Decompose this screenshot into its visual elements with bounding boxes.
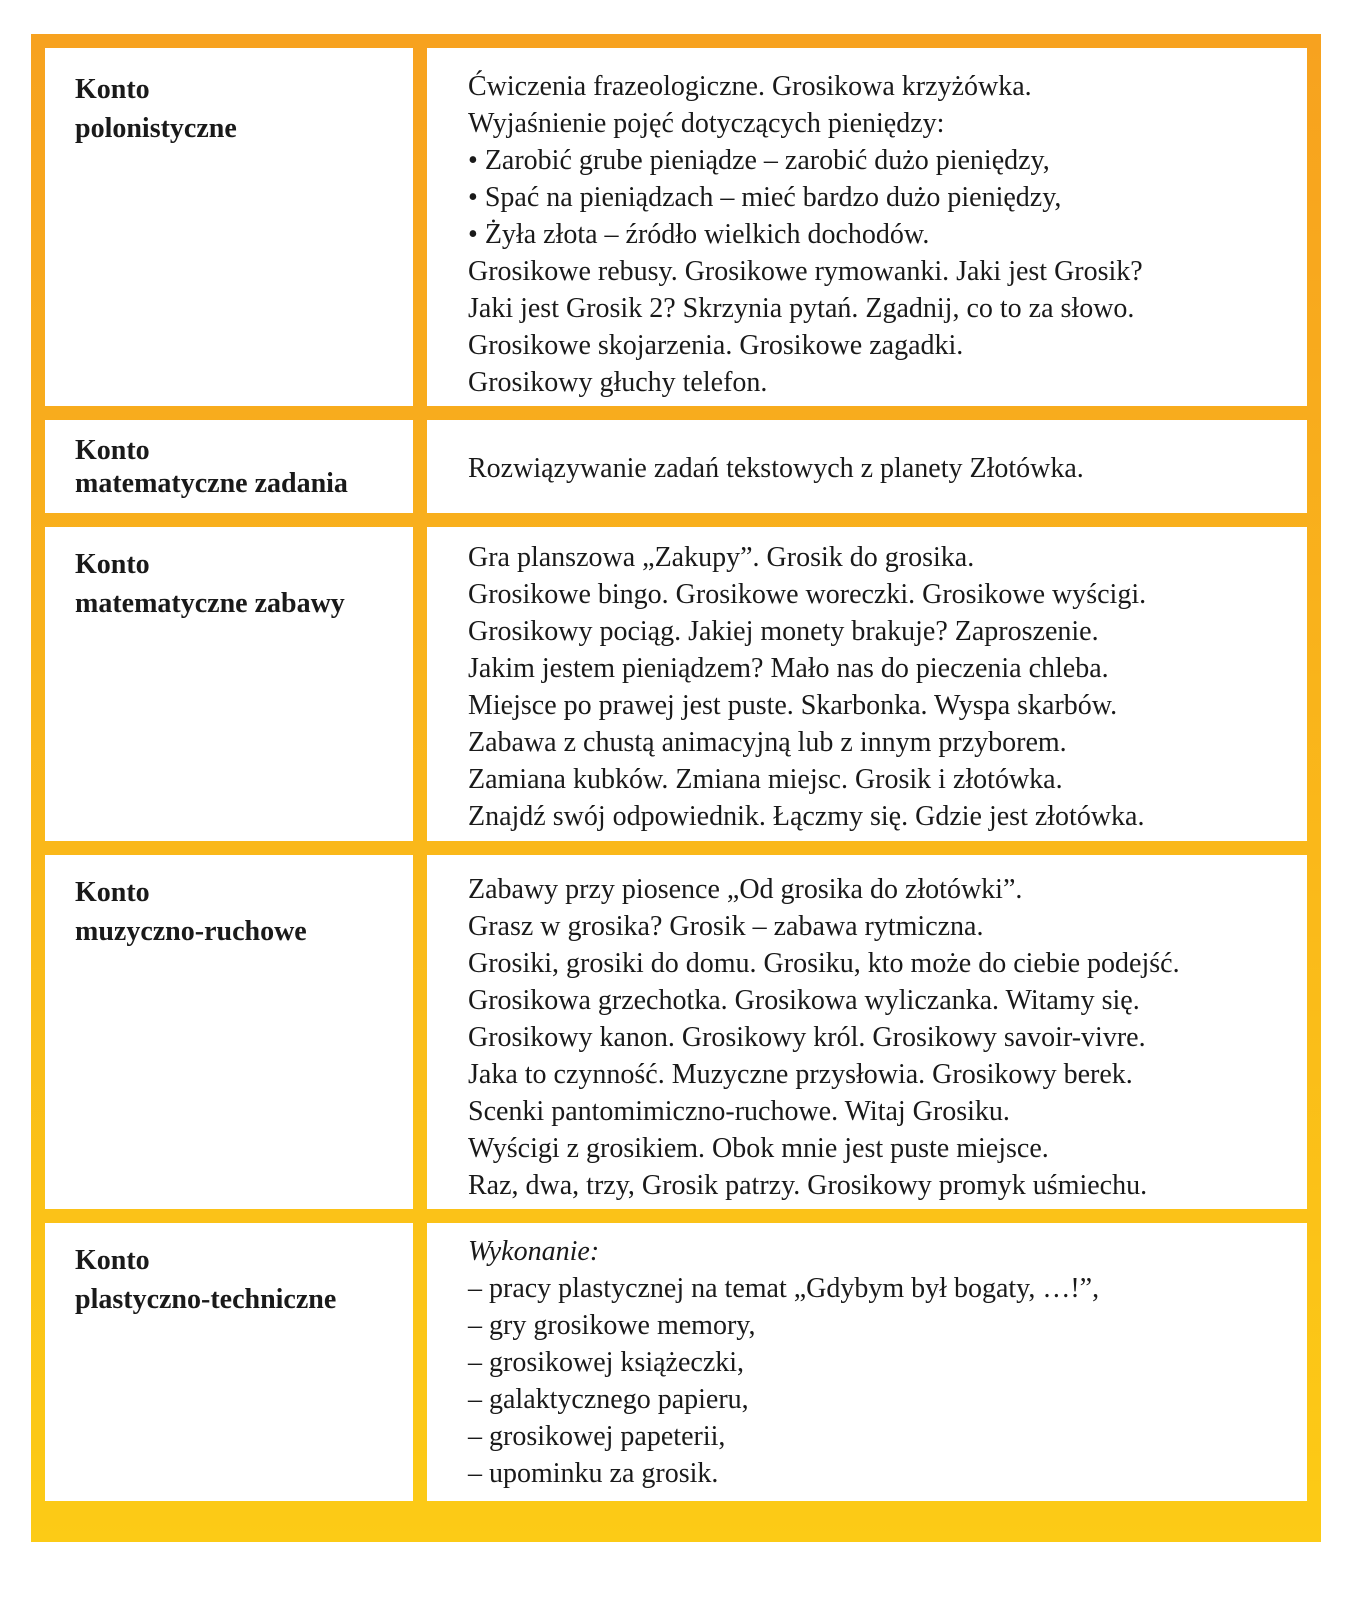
- activity-line: Ćwiczenia frazeologiczne. Grosikowa krzyżówka.: [468, 71, 1032, 102]
- activity-line: Grosiki, grosiki do domu. Grosiku, kto może do ciebie podejść.: [468, 948, 1180, 979]
- bullet-item: • Zarobić grube pieniądze – zarobić dużo pieniędzy,: [468, 142, 1307, 179]
- account-label-line: matematyczne zadania: [75, 468, 348, 499]
- activity-heading: Wykonanie:: [468, 1236, 600, 1267]
- account-label-line: Konto: [75, 877, 150, 908]
- bullet-item: • Żyła złota – źródło wielkich dochodów.: [468, 216, 1307, 253]
- activity-line: Grosikowy głuchy telefon.: [468, 367, 768, 398]
- activity-line: Grosikowy kanon. Grosikowy król. Grosikowy savoir-vivre.: [468, 1022, 1146, 1053]
- activities-cell: [427, 855, 1307, 1209]
- activities-cell: [427, 527, 1307, 841]
- account-label-cell: [45, 1223, 413, 1501]
- activity-line: – grosikowej papeterii,: [468, 1421, 726, 1452]
- table-row: [45, 527, 1307, 841]
- activity-line: Grasz w grosika? Grosik – zabawa rytmiczna.: [468, 911, 984, 942]
- activity-line: Grosikowy pociąg. Jakiej monety brakuje? Zaproszenie.: [468, 616, 1099, 647]
- activity-line: Grosikowe rebusy. Grosikowe rymowanki. Jaki jest Grosik?: [468, 256, 1143, 287]
- account-label-line: Konto: [75, 549, 150, 580]
- activity-line: Zamiana kubków. Zmiana miejsc. Grosik i złotówka.: [468, 764, 1063, 795]
- activity-line: Znajdź swój odpowiednik. Łączmy się. Gdzie jest złotówka.: [468, 801, 1145, 832]
- account-label-line: muzyczno-ruchowe: [75, 916, 307, 947]
- activity-line: Wyjaśnienie pojęć dotyczących pieniędzy:: [468, 108, 945, 139]
- activity-line: Gra planszowa „Zakupy”. Grosik do grosika.: [468, 542, 975, 573]
- activities-cell: [427, 420, 1307, 513]
- account-label-line: Konto: [75, 74, 150, 105]
- activity-line: – galaktycznego papieru,: [468, 1384, 749, 1415]
- activity-line: – upominku za grosik.: [468, 1458, 719, 1489]
- activity-line: Jaki jest Grosik 2? Skrzynia pytań. Zgadnij, co to za słowo.: [468, 293, 1135, 324]
- activity-line: Jaka to czynność. Muzyczne przysłowia. Grosikowy berek.: [468, 1059, 1133, 1090]
- account-label-cell: [45, 527, 413, 841]
- table-row: [45, 48, 1307, 406]
- account-label-cell: [45, 48, 413, 406]
- activities-cell: [427, 1223, 1307, 1501]
- account-label-cell: [45, 420, 413, 513]
- account-label-line: matematyczne zabawy: [75, 588, 345, 619]
- table-row: [45, 420, 1307, 513]
- activity-line: Jakim jestem pieniądzem? Mało nas do pieczenia chleba.: [468, 653, 1109, 684]
- table-row: [45, 1223, 1307, 1501]
- table-row: [45, 855, 1307, 1209]
- activity-line: Miejsce po prawej jest puste. Skarbonka. Wyspa skarbów.: [468, 690, 1118, 721]
- activity-line: – pracy plastycznej na temat „Gdybym był bogaty, …!”,: [468, 1273, 1100, 1304]
- activity-line: Scenki pantomimiczno-ruchowe. Witaj Grosiku.: [468, 1096, 1010, 1127]
- activity-line: Zabawy przy piosence „Od grosika do złotówki”.: [468, 874, 1023, 905]
- activity-line: – gry grosikowe memory,: [468, 1310, 756, 1341]
- account-label-line: polonistyczne: [75, 113, 237, 144]
- activities-cell: [427, 48, 1307, 406]
- activity-line: Raz, dwa, trzy, Grosik patrzy. Grosikowy promyk uśmiechu.: [468, 1170, 1148, 1201]
- activity-line: Rozwiązywanie zadań tekstowych z planety Złotówka.: [468, 453, 1084, 484]
- activity-line: – grosikowej książeczki,: [468, 1347, 745, 1378]
- account-label-line: Konto: [75, 435, 150, 466]
- account-label-cell: [45, 855, 413, 1209]
- account-label-line: Konto: [75, 1245, 150, 1276]
- accounts-table: [31, 34, 1321, 1542]
- account-label-line: plastyczno-techniczne: [75, 1284, 337, 1315]
- bullet-item: • Spać na pieniądzach – mieć bardzo dużo pieniędzy,: [468, 179, 1307, 216]
- activity-line: Zabawa z chustą animacyjną lub z innym przyborem.: [468, 727, 1067, 758]
- activity-line: Grosikowe skojarzenia. Grosikowe zagadki.: [468, 330, 964, 361]
- activity-line: Grosikowe bingo. Grosikowe woreczki. Grosikowe wyścigi.: [468, 579, 1147, 610]
- activity-line: Grosikowa grzechotka. Grosikowa wyliczanka. Witamy się.: [468, 985, 1140, 1016]
- activity-line: Wyścigi z grosikiem. Obok mnie jest puste miejsce.: [468, 1133, 1049, 1164]
